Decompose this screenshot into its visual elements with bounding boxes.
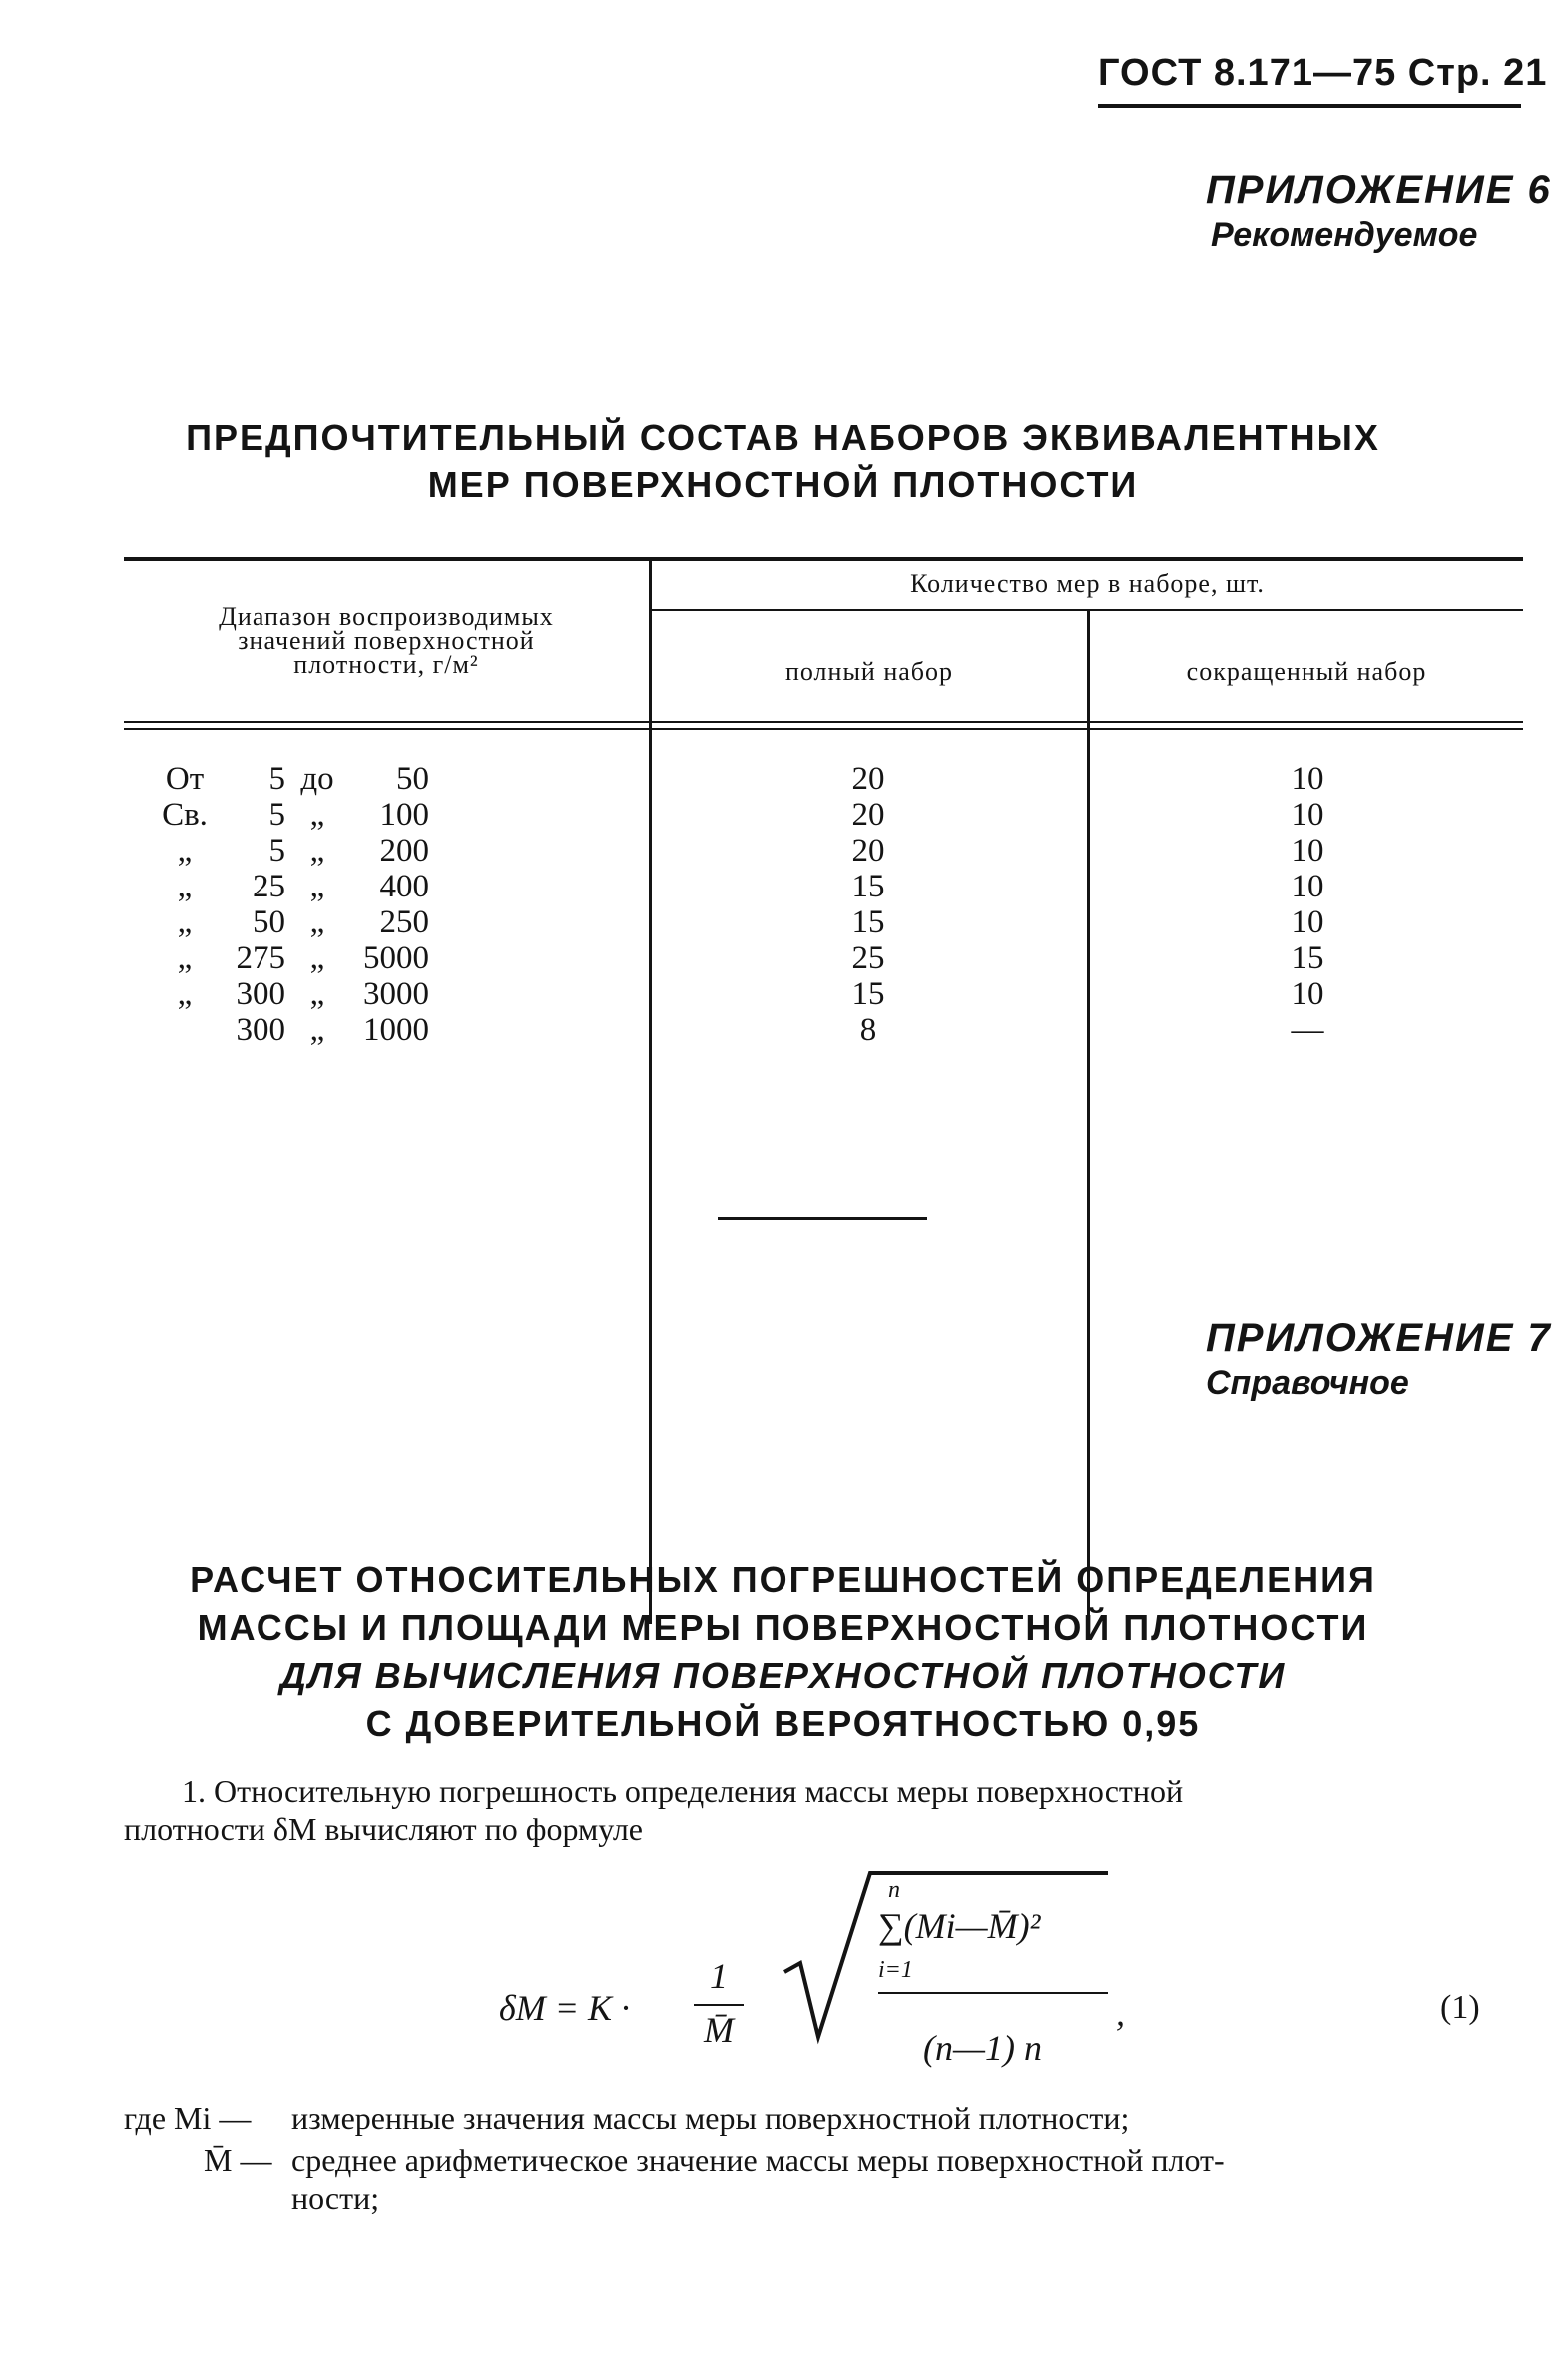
range-to: 50 [396, 761, 429, 797]
formula-comma: , [1116, 1993, 1125, 2033]
range-prefix: „ [177, 904, 193, 940]
reduced-set-count: 10 [1291, 833, 1324, 869]
table-col2-header: полный набор [784, 657, 954, 686]
formula-fraction-denominator: M̄ [704, 2010, 734, 2050]
range-to: 400 [379, 869, 429, 904]
where-label-2: M̄ — [204, 2142, 272, 2178]
range-from: 5 [268, 761, 285, 797]
formula-fraction-bar [694, 2004, 744, 2006]
table-col1-header [124, 602, 649, 679]
range-to: 3000 [363, 976, 429, 1012]
full-set-count: 20 [851, 761, 885, 797]
range-separator: „ [309, 869, 325, 904]
range-separator: „ [309, 904, 325, 940]
table-col1-header-line2: значений поверхностной [238, 626, 535, 655]
reduced-set-count: — [1291, 1012, 1324, 1048]
formula-lhs: δM = K · [499, 1988, 631, 2028]
appendix7-heading-line2: МАССЫ И ПЛОЩАДИ МЕРЫ ПОВЕРХНОСТНОЙ ПЛОТНОСТИ [197, 1607, 1369, 1648]
appendix7-status: Справочное [1206, 1364, 1409, 1402]
full-set-count: 20 [851, 833, 885, 869]
where-label-1: где Mi — [124, 2100, 252, 2136]
table-header-rule-b [124, 728, 1523, 730]
range-separator: „ [309, 797, 325, 833]
range-separator: „ [309, 940, 325, 976]
appendix7-heading-line1: РАСЧЕТ ОТНОСИТЕЛЬНЫХ ПОГРЕШНОСТЕЙ ОПРЕДЕЛЕНИЯ [190, 1559, 1376, 1600]
table-col1-header-line1: Диапазон воспроизводимых [219, 602, 554, 631]
range-from: 50 [253, 904, 285, 940]
full-set-count: 8 [859, 1012, 877, 1048]
formula-sum-upper: n [888, 1877, 900, 1903]
range-prefix: „ [177, 833, 193, 869]
range-separator: до [300, 761, 334, 797]
reduced-set-count: 10 [1291, 869, 1324, 904]
appendix7-heading-line4: С ДОВЕРИТЕЛЬНОЙ ВЕРОЯТНОСТЬЮ 0,95 [365, 1703, 1201, 1744]
appendix7-heading-line3: ДЛЯ ВЫЧИСЛЕНИЯ ПОВЕРХНОСТНОЙ ПЛОТНОСТИ [279, 1655, 1287, 1696]
full-set-count: 20 [851, 797, 885, 833]
where-text-1: измеренные значения массы меры поверхностной плотности; [291, 2100, 1130, 2136]
appendix6-heading-line2: МЕР ПОВЕРХНОСТНОЙ ПЛОТНОСТИ [427, 464, 1139, 505]
table-top-rule [124, 557, 1523, 561]
where-text-2: среднее арифметическое значение массы меры поверхностной плот- [291, 2142, 1225, 2178]
range-prefix: От [165, 761, 205, 797]
table-col1-header-line3: плотности, г/м² [293, 650, 479, 679]
page-header: ГОСТ 8.171—75 Стр. 21 [1098, 52, 1548, 94]
table-row [0, 797, 1566, 833]
section-separator [718, 1217, 927, 1220]
appendix7-title: ПРИЛОЖЕНИЕ 7 [1206, 1316, 1552, 1360]
reduced-set-count: 10 [1291, 976, 1324, 1012]
paragraph1-line2: плотности δM вычисляют по формуле [124, 1811, 643, 1847]
range-separator: „ [309, 1012, 325, 1048]
range-to: 1000 [363, 1012, 429, 1048]
table-group-header: Количество мер в наборе, шт. [910, 569, 1265, 598]
reduced-set-count: 10 [1291, 761, 1324, 797]
range-from: 275 [236, 940, 285, 976]
range-prefix: „ [177, 869, 193, 904]
appendix6-heading-line1: ПРЕДПОЧТИТЕЛЬНЫЙ СОСТАВ НАБОРОВ ЭКВИВАЛЕНТНЫХ [186, 417, 1380, 458]
table-row [0, 976, 1566, 1012]
reduced-set-count: 10 [1291, 904, 1324, 940]
range-separator: „ [309, 833, 325, 869]
paragraph1-line1: 1. Относительную погрешность определения массы меры поверхностной [182, 1773, 1184, 1809]
table-row [0, 761, 1566, 797]
range-prefix: „ [177, 976, 193, 1012]
formula-radicand-bar [878, 1992, 1108, 1994]
range-prefix: Св. [162, 797, 208, 833]
formula-fraction-numerator: 1 [710, 1956, 728, 1996]
range-to: 250 [379, 904, 429, 940]
range-from: 5 [268, 833, 285, 869]
range-from: 5 [268, 797, 285, 833]
full-set-count: 15 [851, 976, 885, 1012]
formula-sum-body: ∑(Mi—M̄)² [878, 1906, 1041, 1946]
range-to: 5000 [363, 940, 429, 976]
reduced-set-count: 15 [1291, 940, 1324, 976]
range-separator: „ [309, 976, 325, 1012]
table-row [0, 869, 1566, 904]
table-row [0, 904, 1566, 940]
table-row [0, 1012, 1566, 1048]
header-rule [1098, 104, 1521, 108]
full-set-count: 15 [851, 869, 885, 904]
range-from: 25 [253, 869, 285, 904]
where-text-3: ности; [291, 2180, 380, 2216]
full-set-count: 25 [851, 940, 885, 976]
range-prefix: „ [177, 940, 193, 976]
table-col3-header: сокращенный набор [1186, 657, 1427, 686]
formula-number: (1) [1440, 1989, 1480, 2026]
appendix6-title: ПРИЛОЖЕНИЕ 6 [1206, 168, 1552, 212]
reduced-set-count: 10 [1291, 797, 1324, 833]
full-set-count: 15 [851, 904, 885, 940]
appendix6-status: Рекомендуемое [1211, 216, 1478, 254]
table-row [0, 833, 1566, 869]
range-to: 100 [379, 797, 429, 833]
range-from: 300 [236, 1012, 285, 1048]
formula-radicand-denominator: (n—1) n [923, 2028, 1042, 2068]
formula-sum-lower: i=1 [878, 1957, 913, 1983]
table-row [0, 940, 1566, 976]
range-to: 200 [379, 833, 429, 869]
table-header-rule-a [124, 721, 1523, 723]
range-from: 300 [236, 976, 285, 1012]
